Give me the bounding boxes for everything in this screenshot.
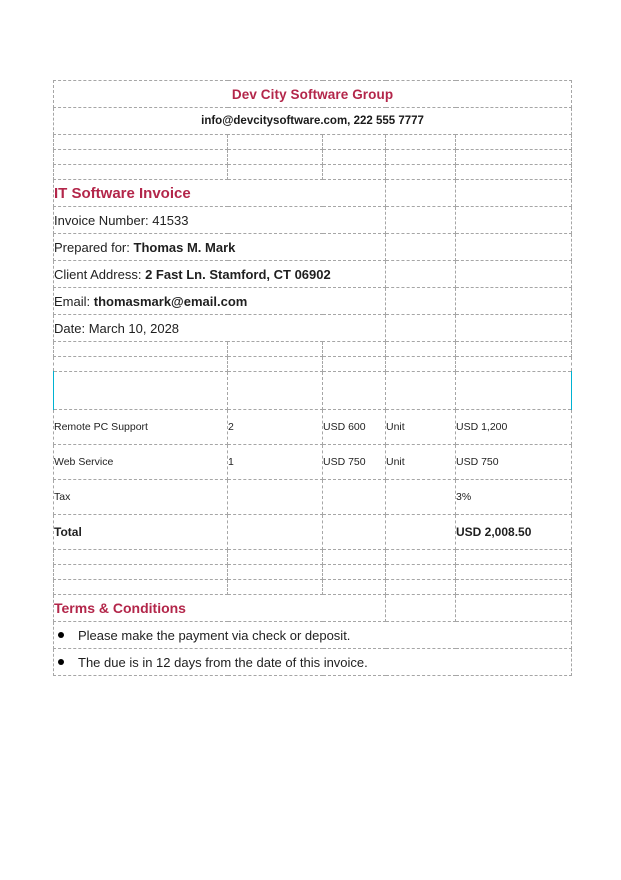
spacer-cell [386,315,456,342]
cell-unit: Unit [386,445,456,480]
invoice-sheet [53,80,571,676]
spacer-row [54,342,572,357]
column-header-description: Description [54,372,228,410]
detail-row-prepared-for [54,234,572,261]
spacer-cell [323,550,386,565]
spacer-cell [386,165,456,180]
terms-bullet-cell [54,622,572,649]
spacer-cell [456,207,572,234]
spacer-cell [386,550,456,565]
spacer-cell [456,180,572,207]
spacer-cell [456,315,572,342]
cell-price [323,515,386,550]
spacer-row [54,565,572,580]
spacer-cell [54,135,228,150]
cell-price [323,480,386,515]
spacer-cell [323,342,386,357]
terms-title-row [54,595,572,622]
spacer-cell [228,550,323,565]
detail-value: 2 Fast Ln. Stamford, CT 06902 [145,266,331,282]
spacer-cell [54,165,228,180]
cell-quantity: 1 [228,445,323,480]
detail-label: Client Address: [54,266,142,282]
spacer-cell [323,150,386,165]
spacer-cell [228,565,323,580]
detail-value: Thomas M. Mark [133,239,236,255]
column-header-quantity: Quantity [228,372,323,410]
detail-value: 41533 [152,212,189,228]
spacer-row [54,135,572,150]
cell-total: USD 2,008.50 [456,515,572,550]
cell-quantity: 2 [228,410,323,445]
list-item [54,628,571,643]
spacer-row [54,165,572,180]
detail-value: March 10, 2028 [88,320,180,336]
spacer-cell [456,550,572,565]
terms-and-conditions-title: Terms & Conditions [54,595,386,622]
column-header-unit [386,372,456,410]
spacer-cell [228,342,323,357]
table-row-tax [54,480,572,515]
detail-row-date [54,315,572,342]
cell-total: 3% [456,480,572,515]
detail-row-email [54,288,572,315]
spacer-cell [456,595,572,622]
spacer-cell [228,580,323,595]
spacer-cell [456,342,572,357]
table-row [54,410,572,445]
spacer-cell [54,357,228,372]
invoice-grid-body [54,81,572,676]
cell-unit [386,480,456,515]
terms-bullet-row [54,649,572,676]
company-contact-row [54,108,572,135]
spacer-cell [386,234,456,261]
spacer-cell [386,288,456,315]
spacer-cell [456,288,572,315]
spacer-cell [456,565,572,580]
spacer-cell [54,150,228,165]
detail-label: Invoice Number: [54,212,149,228]
spacer-cell [386,207,456,234]
spacer-cell [228,357,323,372]
company-contact: info@devcitysoftware.com, 222 555 7777 [54,108,572,135]
bullet-dot-icon [58,632,64,638]
spacer-cell [54,580,228,595]
spacer-cell [323,565,386,580]
cell-unit [386,515,456,550]
column-header-total: Total [456,372,572,410]
detail-value: thomasmark@email.com [93,293,248,309]
spacer-cell [386,342,456,357]
spacer-cell [386,580,456,595]
cell-description: Remote PC Support [54,410,228,445]
bullet-dot-icon [58,659,64,665]
spacer-cell [386,150,456,165]
terms-item-text: Please make the payment via check or deposit. [78,627,351,643]
line-items-header-row [54,372,572,410]
spacer-cell [456,234,572,261]
detail-date [54,315,386,342]
spacer-cell [456,135,572,150]
cell-price: USD 600 [323,410,386,445]
table-row-total [54,515,572,550]
cell-quantity [228,480,323,515]
cell-total: USD 1,200 [456,410,572,445]
detail-client-address [54,261,386,288]
spacer-cell [386,595,456,622]
spacer-row [54,150,572,165]
spacer-cell [386,261,456,288]
detail-prepared-for [54,234,386,261]
cell-description: Tax [54,480,228,515]
spacer-cell [386,565,456,580]
column-header-price: Price [323,372,386,410]
detail-invoice-number [54,207,386,234]
cell-description: Web Service [54,445,228,480]
page-title: IT Software Invoice [54,180,386,207]
spacer-cell [323,357,386,372]
spacer-row [54,357,572,372]
spacer-cell [456,261,572,288]
table-row [54,445,572,480]
cell-description: Total [54,515,228,550]
terms-item-text: The due is in 12 days from the date of this invoice. [78,654,368,670]
spacer-cell [386,180,456,207]
cell-quantity [228,515,323,550]
list-item [54,655,571,670]
spacer-cell [54,342,228,357]
detail-email [54,288,386,315]
spacer-cell [456,150,572,165]
spacer-row [54,550,572,565]
spacer-cell [323,135,386,150]
spacer-cell [228,165,323,180]
spacer-cell [228,135,323,150]
company-name: Dev City Software Group [54,81,572,108]
spacer-cell [228,150,323,165]
spacer-cell [54,550,228,565]
spacer-cell [323,580,386,595]
company-name-row [54,81,572,108]
spacer-cell [323,165,386,180]
document-title-row [54,180,572,207]
spacer-cell [456,165,572,180]
spacer-cell [54,565,228,580]
terms-bullet-row [54,622,572,649]
detail-label: Prepared for: [54,239,130,255]
cell-price: USD 750 [323,445,386,480]
spacer-row [54,580,572,595]
cell-unit: Unit [386,410,456,445]
detail-row-client-address [54,261,572,288]
spacer-cell [456,357,572,372]
spacer-cell [386,357,456,372]
cell-total: USD 750 [456,445,572,480]
spacer-cell [456,580,572,595]
invoice-grid [53,80,572,676]
terms-bullet-cell [54,649,572,676]
detail-label: Email: [54,293,91,309]
detail-label: Date: [54,320,86,336]
detail-row-invoice-number [54,207,572,234]
spacer-cell [386,135,456,150]
